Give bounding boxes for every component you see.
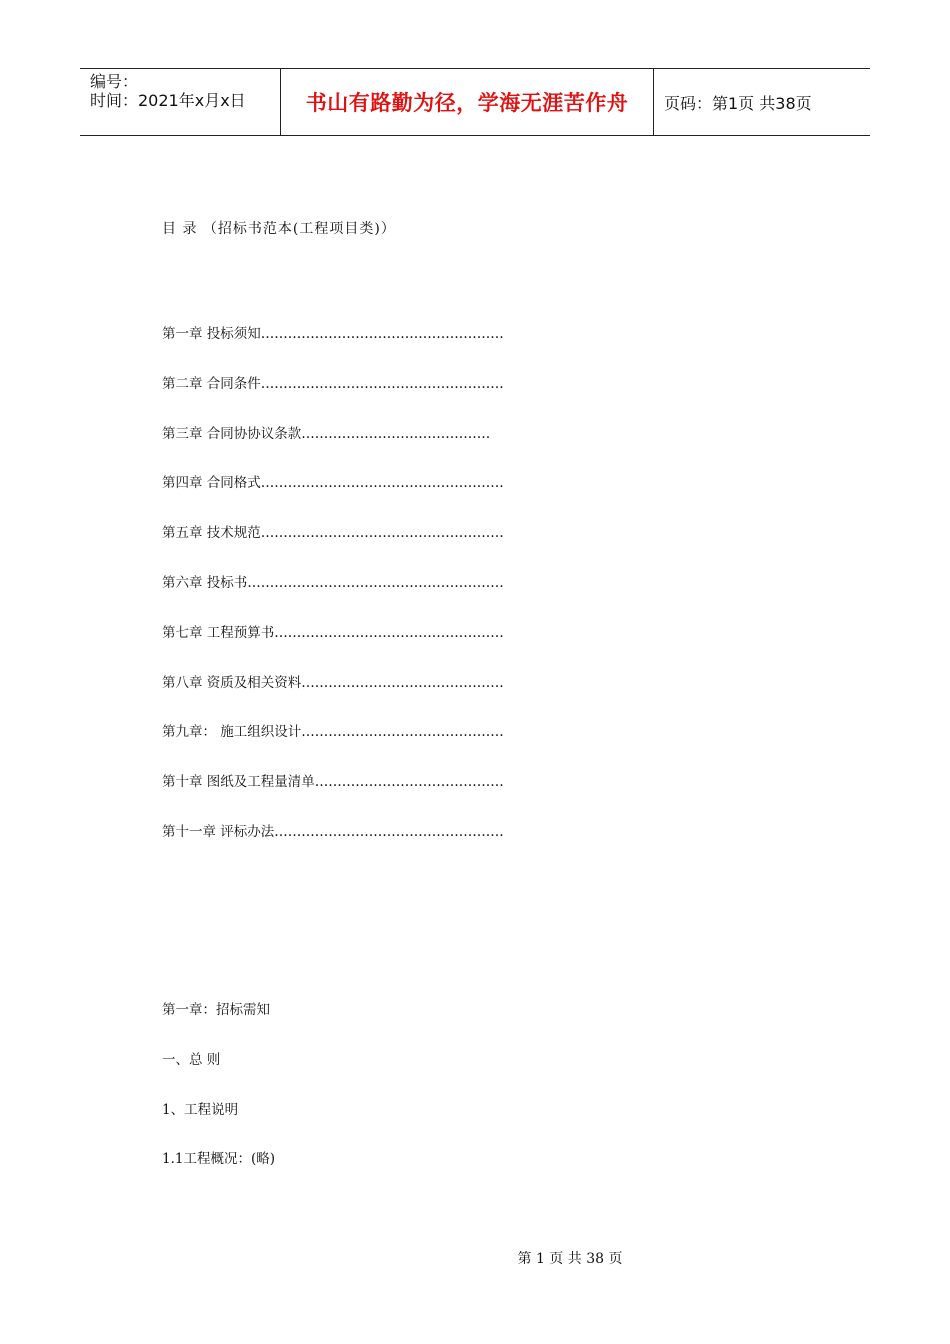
- toc-item: 第四章 合同格式………………………………………………: [162, 475, 504, 492]
- document-number: 编号：: [90, 72, 139, 91]
- header-meta: [80, 69, 281, 135]
- toc-item: 第六章 投标书…………………………………………………: [162, 574, 504, 591]
- page-footer: 第 1 页 共 38 页: [517, 1251, 623, 1267]
- section-heading: 一、总 则: [162, 1052, 221, 1068]
- toc-item: 第三章 合同协协议条款……………………………………: [162, 425, 491, 442]
- header-page-info: 页码：第1页 共38页: [664, 93, 812, 113]
- subsection-heading: 1、工程说明: [162, 1102, 239, 1118]
- toc-item: 第五章 技术规范………………………………………………: [162, 525, 504, 542]
- toc-item: 第十章 图纸及工程量清单……………………………………: [162, 774, 504, 791]
- header-motto: 书山有路勤为径，学海无涯苦作舟: [281, 69, 654, 135]
- toc-item: 第二章 合同条件………………………………………………: [162, 375, 504, 392]
- page-header: [80, 68, 870, 136]
- chapter-heading: 第一章：招标需知: [162, 1002, 270, 1018]
- toc-title: 目 录 （招标书范本(工程项目类)）: [162, 221, 396, 237]
- toc-item: 第十一章 评标办法……………………………………………: [162, 823, 504, 840]
- document-date: 时间：2021年x月x日: [90, 91, 246, 110]
- toc-item: 第一章 投标须知………………………………………………: [162, 326, 504, 342]
- table-of-contents: [162, 322, 504, 870]
- toc-item: 第七章 工程预算书……………………………………………: [162, 624, 504, 641]
- toc-item: 第八章 资质及相关资料………………………………………: [162, 674, 504, 691]
- toc-item: 第九章： 施工组织设计………………………………………: [162, 724, 504, 741]
- subsection-item: 1.1工程概况：(略): [162, 1151, 276, 1167]
